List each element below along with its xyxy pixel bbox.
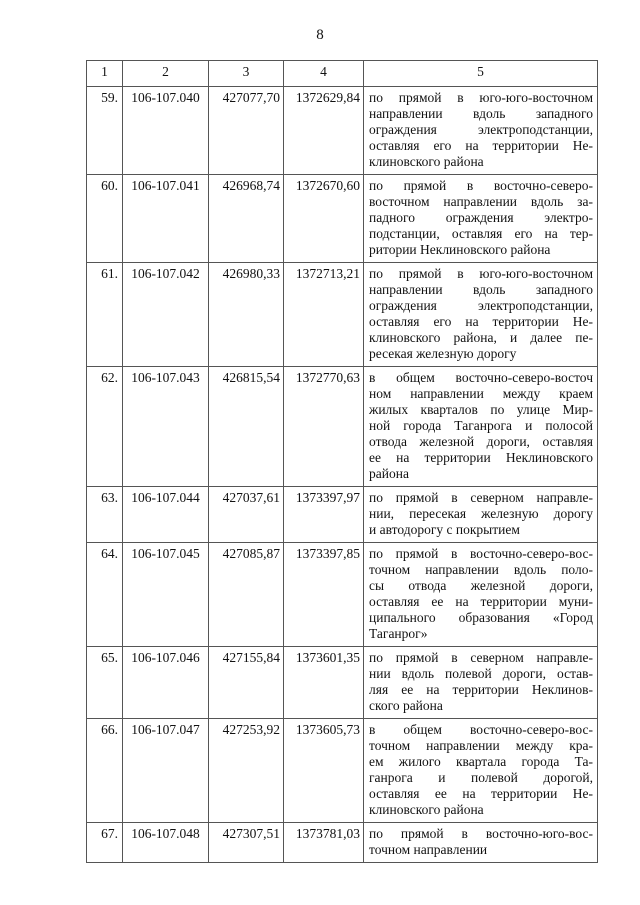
description-line: оставляя его на территории Не- xyxy=(369,314,593,329)
description-line: ритории Неклиновского района xyxy=(369,242,551,257)
description-line: ципального образования «Город xyxy=(369,610,593,625)
table-row xyxy=(87,487,598,543)
point-code-cell: 106-107.045 xyxy=(123,543,209,647)
description-cell xyxy=(364,175,598,263)
description-line: нии, пересекая железную дорогу xyxy=(369,506,593,521)
row-number-cell: 65. xyxy=(87,647,123,719)
y-coordinate-cell: 1373781,03 xyxy=(284,823,364,863)
x-coordinate-cell: 426980,33 xyxy=(209,263,284,367)
row-number-cell: 62. xyxy=(87,367,123,487)
description-line: направлении вдоль западного xyxy=(369,282,593,297)
header-cell: 4 xyxy=(284,61,364,87)
y-coordinate-cell: 1373601,35 xyxy=(284,647,364,719)
description-line: по прямой в восточно-юго-вос- xyxy=(369,826,593,841)
y-coordinate-cell: 1373397,97 xyxy=(284,487,364,543)
description-line: ной города Таганрога и полосой xyxy=(369,418,593,433)
description-line: отвода железной дороги, оставляя xyxy=(369,434,593,449)
y-coordinate-cell: 1372629,84 xyxy=(284,87,364,175)
table-header-row xyxy=(87,61,598,87)
y-coordinate-cell: 1373397,85 xyxy=(284,543,364,647)
table-row xyxy=(87,367,598,487)
point-code-cell: 106-107.046 xyxy=(123,647,209,719)
header-cell: 2 xyxy=(123,61,209,87)
description-cell xyxy=(364,263,598,367)
description-line: подстанции, оставляя его на тер- xyxy=(369,226,593,241)
row-number-cell: 67. xyxy=(87,823,123,863)
description-cell xyxy=(364,543,598,647)
header-cell: 5 xyxy=(364,61,598,87)
description-line: клиновского района xyxy=(369,154,484,169)
page-number: 8 xyxy=(316,27,324,43)
description-line: по прямой в северном направле- xyxy=(369,650,593,665)
table-row xyxy=(87,175,598,263)
description-line: ского района xyxy=(369,698,443,713)
row-number-cell: 61. xyxy=(87,263,123,367)
description-line: точном направлении вдоль поло- xyxy=(369,562,593,577)
point-code-cell: 106-107.040 xyxy=(123,87,209,175)
description-line: по прямой в восточно-северо- xyxy=(369,178,593,193)
description-line: нии вдоль полевой дороги, остав- xyxy=(369,666,593,681)
row-number-cell: 59. xyxy=(87,87,123,175)
description-line: ном направлении между краем xyxy=(369,386,593,401)
x-coordinate-cell: 427037,61 xyxy=(209,487,284,543)
y-coordinate-cell: 1373605,73 xyxy=(284,719,364,823)
table-row xyxy=(87,823,598,863)
description-line: ем жилого квартала города Та- xyxy=(369,754,593,769)
row-number-cell: 64. xyxy=(87,543,123,647)
point-code-cell: 106-107.043 xyxy=(123,367,209,487)
point-code-cell: 106-107.047 xyxy=(123,719,209,823)
description-line: района xyxy=(369,466,409,481)
description-line: и автодорогу с покрытием xyxy=(369,522,520,537)
description-cell xyxy=(364,823,598,863)
point-code-cell: 106-107.044 xyxy=(123,487,209,543)
description-line: направлении вдоль западного xyxy=(369,106,593,121)
point-code-cell: 106-107.042 xyxy=(123,263,209,367)
table-row xyxy=(87,263,598,367)
x-coordinate-cell: 427155,84 xyxy=(209,647,284,719)
x-coordinate-cell: 427077,70 xyxy=(209,87,284,175)
description-line: по прямой в юго-юго-восточном xyxy=(369,90,593,105)
x-coordinate-cell: 427253,92 xyxy=(209,719,284,823)
point-code-cell: 106-107.041 xyxy=(123,175,209,263)
description-line: восточном направлении вдоль за- xyxy=(369,194,593,209)
description-cell xyxy=(364,487,598,543)
point-code-cell: 106-107.048 xyxy=(123,823,209,863)
x-coordinate-cell: 426968,74 xyxy=(209,175,284,263)
table-row xyxy=(87,719,598,823)
description-line: ее на территории Неклиновского xyxy=(369,450,593,465)
description-line: Таганрог» xyxy=(369,626,428,641)
description-line: падного ограждения электро- xyxy=(369,210,593,225)
description-line: по прямой в северном направле- xyxy=(369,490,593,505)
row-number-cell: 66. xyxy=(87,719,123,823)
description-cell xyxy=(364,87,598,175)
description-line: оставляя его на территории Не- xyxy=(369,138,593,153)
description-cell xyxy=(364,367,598,487)
row-number-cell: 63. xyxy=(87,487,123,543)
description-line: в общем восточно-северо-восточ xyxy=(369,370,593,385)
x-coordinate-cell: 427307,51 xyxy=(209,823,284,863)
description-line: ганрога и полевой дорогой, xyxy=(369,770,593,785)
description-line: по прямой в юго-юго-восточном xyxy=(369,266,593,281)
description-line: ляя ее на территории Неклинов- xyxy=(369,682,593,697)
description-cell xyxy=(364,719,598,823)
table-row xyxy=(87,647,598,719)
description-line: точном направлении xyxy=(369,842,488,857)
y-coordinate-cell: 1372770,63 xyxy=(284,367,364,487)
row-number-cell: 60. xyxy=(87,175,123,263)
header-cell: 3 xyxy=(209,61,284,87)
table-row xyxy=(87,87,598,175)
description-line: оставляя ее на территории Не- xyxy=(369,786,593,801)
y-coordinate-cell: 1372713,21 xyxy=(284,263,364,367)
description-line: жилых кварталов по улице Мир- xyxy=(369,402,593,417)
header-cell: 1 xyxy=(87,61,123,87)
y-coordinate-cell: 1372670,60 xyxy=(284,175,364,263)
x-coordinate-cell: 426815,54 xyxy=(209,367,284,487)
description-line: ограждения электроподстанции, xyxy=(369,298,593,313)
boundary-table xyxy=(86,60,598,863)
description-line: в общем восточно-северо-вос- xyxy=(369,722,593,737)
description-line: клиновского района xyxy=(369,802,484,817)
description-line: оставляя ее на территории муни- xyxy=(369,594,593,609)
description-cell xyxy=(364,647,598,719)
description-line: по прямой в восточно-северо-вос- xyxy=(369,546,593,561)
description-line: сы отвода железной дороги, xyxy=(369,578,593,593)
x-coordinate-cell: 427085,87 xyxy=(209,543,284,647)
description-line: точном направлении между кра- xyxy=(369,738,593,753)
description-line: клиновского района, и далее пе- xyxy=(369,330,593,345)
description-line: ограждения электроподстанции, xyxy=(369,122,593,137)
description-line: ресекая железную дорогу xyxy=(369,346,517,361)
table-row xyxy=(87,543,598,647)
